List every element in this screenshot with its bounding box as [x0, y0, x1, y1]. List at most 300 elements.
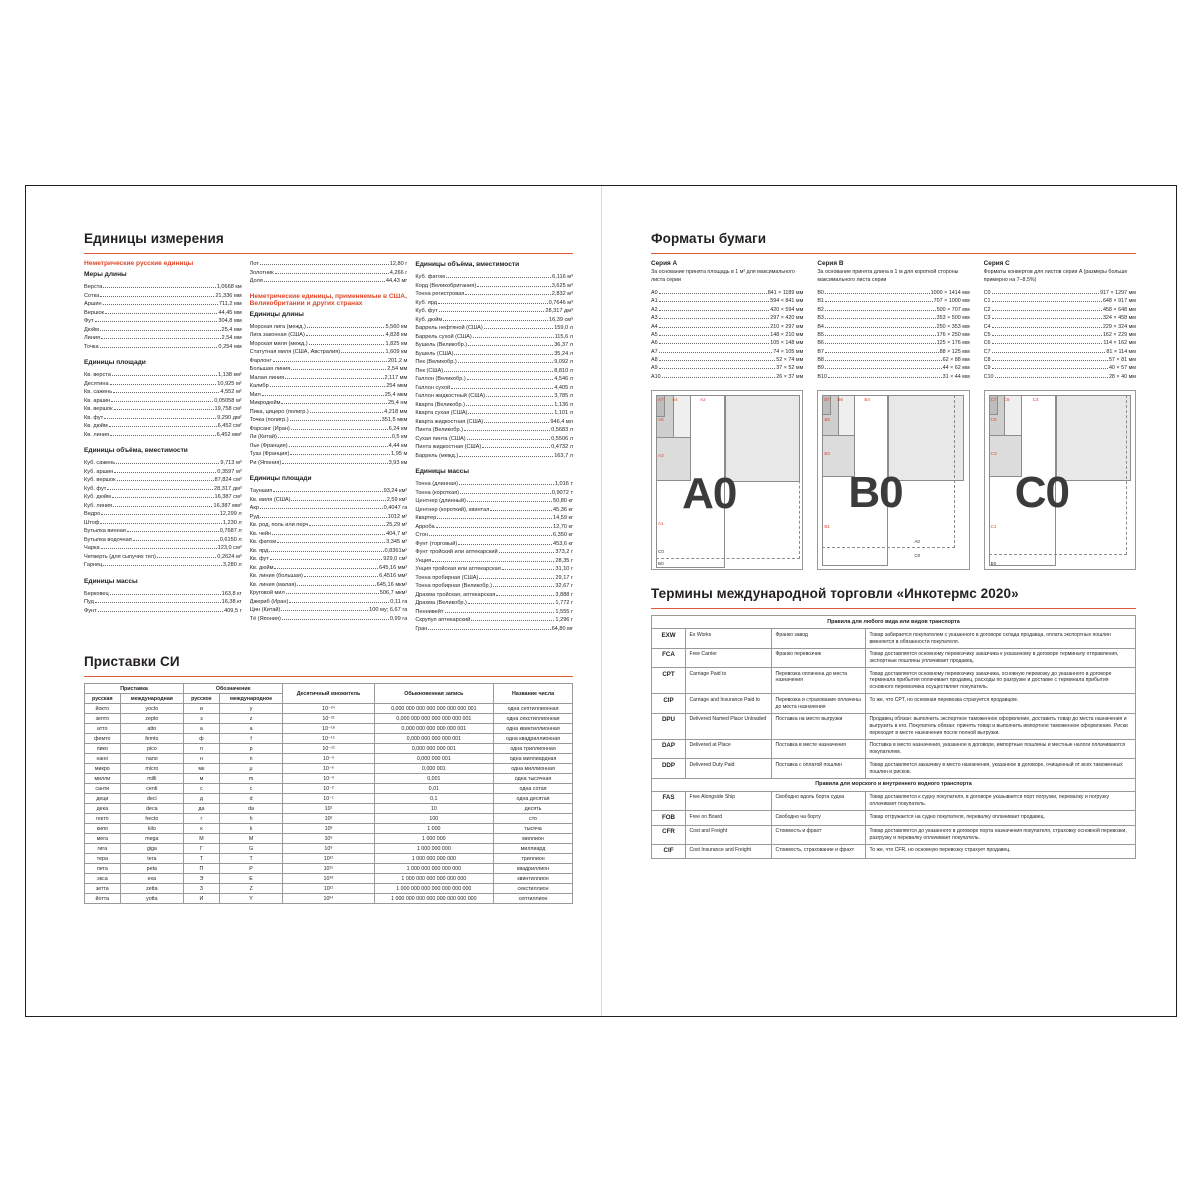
unit-row	[817, 356, 969, 364]
incoterm-row	[652, 759, 1136, 778]
unit-row	[250, 547, 408, 556]
leader-dots	[306, 335, 385, 336]
unit-value: 10,925 м²	[217, 380, 242, 387]
unit-value: 25,4 мкм	[384, 391, 408, 398]
unit-name: Унция тройская или аптекарская	[415, 566, 501, 573]
unit-value: 8,810 л	[554, 367, 574, 374]
leader-dots	[992, 335, 1102, 336]
leader-dots	[262, 395, 384, 396]
si-cell: д	[184, 794, 220, 804]
si-cell: мега	[85, 834, 121, 844]
si-cell: 0,000 000 001	[374, 754, 493, 764]
leader-dots	[659, 301, 770, 302]
unit-value: 88 × 125 мм	[939, 348, 970, 355]
unit-row	[415, 565, 573, 574]
leader-dots	[438, 303, 548, 304]
unit-name: Статутная миля (США, Австралия)	[249, 349, 341, 356]
incoterm-code: FOB	[652, 811, 686, 825]
unit-name: Дюйм	[84, 326, 99, 333]
leader-dots	[100, 347, 218, 348]
leader-dots	[428, 629, 550, 630]
si-cell: atto	[120, 724, 183, 734]
unit-row	[415, 616, 573, 625]
leader-dots	[436, 527, 552, 528]
leader-dots	[103, 287, 215, 288]
unit-name: C4	[983, 323, 991, 330]
unit-name: C5	[983, 331, 991, 338]
unit-name: B1	[817, 298, 824, 305]
unit-name: Пек (Великобр.)	[415, 359, 457, 366]
si-cell: 10¹⁸	[283, 874, 374, 884]
unit-value: 645,16 мкм²	[376, 581, 408, 588]
leader-dots	[445, 612, 555, 613]
incoterm-russian: Перевозка и страхование оплачены до места назначения	[772, 694, 866, 713]
leader-dots	[995, 377, 1108, 378]
si-cell: 1 000 000 000 000 000 000 000 000	[374, 894, 493, 904]
series-description: За основание принята длина в 1 м для короткой стороны максимального листа серии	[817, 269, 959, 283]
incoterm-english: Carriage Paid to	[686, 668, 772, 694]
unit-row	[415, 489, 573, 498]
leader-dots	[105, 313, 217, 314]
unit-value: 16,38 кг	[221, 599, 242, 606]
leader-dots	[467, 501, 552, 502]
unit-row	[415, 358, 573, 367]
si-cell: 10⁶	[283, 834, 374, 844]
unit-value: 2,54 мм	[387, 366, 408, 373]
book-spread	[25, 185, 1177, 1017]
leader-dots	[458, 362, 553, 363]
incoterm-russian: Франко завод	[772, 629, 866, 648]
incoterm-code: FCA	[652, 648, 686, 667]
unit-name: Гран	[415, 625, 428, 632]
unit-name: Джериб (Иран)	[249, 598, 289, 605]
units-list-1	[84, 270, 242, 622]
si-cell: 10¹²	[283, 854, 374, 864]
incoterm-code: DDP	[652, 759, 686, 778]
unit-row	[84, 371, 242, 380]
unit-row	[84, 343, 242, 352]
leader-dots	[468, 413, 553, 414]
si-cell: 0,000 000 000 000 000 000 000 001	[374, 704, 493, 714]
unit-value: 25,4 нм	[387, 400, 408, 407]
unit-row	[415, 506, 573, 515]
unit-value: 52 × 74 мм	[776, 357, 804, 364]
leader-dots	[260, 264, 389, 265]
table-row	[85, 874, 573, 884]
leader-dots	[291, 369, 386, 370]
unit-value: 31,10 г	[555, 566, 574, 573]
series-name: Серия C	[983, 260, 1010, 267]
unit-name: Гарнец	[84, 562, 103, 569]
unit-row	[250, 416, 408, 425]
unit-value: 1,296 г	[555, 617, 574, 624]
unit-value: 28,317 дм³	[214, 485, 242, 492]
si-cell: h	[219, 814, 283, 824]
leader-dots	[992, 293, 1099, 294]
leader-dots	[825, 327, 936, 328]
unit-name: Сухая пинта (США)	[415, 435, 466, 442]
unit-value: 6,4516 мм²	[379, 573, 408, 580]
series-size-list	[817, 289, 969, 381]
unit-row	[984, 331, 1136, 339]
unit-row	[84, 544, 242, 553]
unit-value: 0,8361м²	[384, 547, 408, 554]
si-cell: 10⁻¹⁵	[283, 734, 374, 744]
si-cell: дека	[85, 804, 121, 814]
unit-name: Кварта (Великобр.)	[415, 401, 466, 408]
si-cell: зетта	[85, 884, 121, 894]
incoterm-code: EXW	[652, 629, 686, 648]
leader-dots	[274, 568, 378, 569]
unit-name: Кв. сажень	[84, 389, 113, 396]
si-cell: Г	[184, 844, 220, 854]
table-row	[85, 794, 573, 804]
units-list-2-top	[250, 260, 408, 286]
incoterm-description: Продавец обязан: выполнить экспортное таможенное оформление, доставить товар до места назначения и выгрузить в его. Покупатель обязан: принять товар и выполнить импортное таможенное оформление. Риски переходят в месте назначения после полной выгрузки.	[866, 713, 1136, 739]
unit-value: 21,336 мм	[215, 292, 242, 299]
unit-row	[250, 555, 408, 564]
leader-dots	[157, 557, 216, 558]
unit-row	[415, 497, 573, 506]
unit-row	[84, 388, 242, 397]
si-cell: d	[219, 794, 283, 804]
page-title-paper: Форматы бумаги	[651, 231, 767, 246]
si-cell: г	[184, 814, 220, 824]
unit-value: 0,7646 м³	[548, 299, 574, 306]
si-cell: и	[184, 704, 220, 714]
leader-dots	[992, 343, 1103, 344]
unit-value: 254 мкм	[386, 383, 408, 390]
unit-name: Пек (США)	[415, 367, 444, 374]
unit-value: 409,5 г	[224, 607, 242, 614]
leader-dots	[95, 321, 218, 322]
leader-dots	[460, 493, 551, 494]
unit-name: Кварта жидкостная (США)	[415, 418, 484, 425]
si-cell: y	[219, 704, 283, 714]
unit-name: Пика, цицеро (полигр.)	[249, 408, 309, 415]
unit-value: 3,93 км	[388, 459, 408, 466]
incoterms-band-sea	[652, 778, 1136, 791]
unit-value: 250 × 353 мм	[936, 323, 970, 330]
unit-value: 44 × 62 мм	[942, 365, 970, 372]
unit-name: Кв. фут	[249, 556, 269, 563]
divider	[84, 253, 573, 254]
unit-name: C3	[983, 315, 991, 322]
leader-dots	[825, 352, 939, 353]
unit-name: Центнер (длинный)	[415, 498, 466, 505]
unit-value: 0,5506 л	[551, 435, 574, 442]
si-cell: G	[219, 844, 283, 854]
leader-dots	[101, 548, 217, 549]
leader-dots	[484, 328, 553, 329]
unit-value: 114 × 162 мм	[1103, 340, 1136, 347]
unit-value: 0,7687 л	[219, 528, 242, 535]
diagram-series-a: A0 A7 A4 A2 A5 A3 A1 C0 B0	[651, 390, 803, 570]
unit-name: Морская миля (межд.)	[249, 340, 308, 347]
incoterm-code: DAP	[652, 739, 686, 758]
si-cell: йотта	[85, 894, 121, 904]
unit-row	[250, 487, 408, 496]
unit-value: 50,80 кг	[552, 498, 574, 505]
unit-row	[250, 399, 408, 408]
unit-row	[84, 405, 242, 414]
si-cell: тысяча	[494, 824, 573, 834]
si-cell: квадриллион	[494, 864, 573, 874]
unit-name: Баррель нефтяной (США)	[415, 325, 483, 332]
si-cell: deci	[120, 794, 183, 804]
divider	[651, 253, 1136, 254]
unit-value: 1000 × 1414 мм	[930, 290, 970, 297]
leader-dots	[304, 576, 378, 577]
incoterm-description: Товар забирается покупателем с указанного в договоре склада продавца, оплата экспортных пошлин вменяется в обязанности покупателя.	[866, 629, 1136, 648]
table-row	[85, 744, 573, 754]
leader-dots	[269, 551, 383, 552]
unit-value: 229 × 324 мм	[1102, 323, 1136, 330]
unit-name: Кв. чейн	[249, 530, 272, 537]
unit-value: 4,266 г	[389, 269, 408, 276]
si-cell: 10⁻²⁴	[283, 704, 374, 714]
table-row	[85, 864, 573, 874]
incoterm-row	[652, 694, 1136, 713]
si-cell: hecto	[120, 814, 183, 824]
incoterm-code: CFR	[652, 825, 686, 844]
leader-dots	[458, 544, 552, 545]
unit-value: 16,387 см³	[214, 494, 242, 501]
unit-value: 87,824 см³	[214, 477, 242, 484]
unit-value: 3,280 л	[222, 562, 242, 569]
unit-value: 500 × 707 мм	[936, 306, 970, 313]
leader-dots	[101, 514, 219, 515]
unit-row	[415, 367, 573, 376]
unit-value: 1,555 г	[555, 608, 574, 615]
divider	[651, 608, 1136, 609]
leader-dots	[289, 602, 389, 603]
unit-name: Большая линия	[249, 366, 291, 373]
si-cell: одна тысячная	[494, 774, 573, 784]
leader-dots	[133, 540, 219, 541]
unit-value: 0,5683 л	[551, 427, 574, 434]
unit-row	[250, 606, 408, 615]
si-cell: 10²	[283, 814, 374, 824]
incoterm-russian: Стоимость, страхование и фрахт	[772, 844, 866, 858]
si-cell: милли	[85, 774, 121, 784]
unit-row	[415, 540, 573, 549]
unit-row	[651, 364, 803, 372]
unit-name: C2	[983, 306, 991, 313]
unit-value: 1,101 л	[554, 410, 574, 417]
unit-name: Морская лига (межд.)	[249, 323, 306, 330]
unit-value: 31 × 44 мм	[942, 373, 970, 380]
si-cell: 0,1	[374, 794, 493, 804]
incoterm-description: То же, что CPT, но основная перевозка страхуется продавцом.	[866, 694, 1136, 713]
unit-value: 1012 м²	[387, 513, 408, 520]
incoterm-description: Товар доставляется основному перевозчику заказчика к указанному в договоре терминалу отправления, экспортные пошлины уплачивает продавец.	[866, 648, 1136, 667]
si-cell: з	[184, 714, 220, 724]
si-cell: экса	[85, 874, 121, 884]
leader-dots	[454, 354, 553, 355]
leader-dots	[260, 517, 386, 518]
unit-name: Тонна (короткая)	[415, 489, 459, 496]
unit-name: Баррель (межд.)	[415, 452, 459, 459]
unit-name: Кв. вершок	[84, 406, 113, 413]
unit-name: Куб. дюйм	[84, 494, 111, 501]
leader-dots	[825, 360, 942, 361]
unit-value: 0,11 га	[390, 598, 408, 605]
unit-value: 12,70 кг	[552, 523, 574, 530]
unit-row	[84, 527, 242, 536]
unit-value: 1,772 г	[555, 600, 574, 607]
unit-name: Точка (полигр.)	[249, 417, 289, 424]
unit-name: A8	[651, 357, 658, 364]
unit-name: Лига законная (США)	[249, 332, 305, 339]
unit-name: Ли (Китай)	[249, 434, 277, 441]
unit-row	[415, 531, 573, 540]
unit-name: Тонна пробирная (Великобр.)	[415, 583, 493, 590]
leader-dots	[662, 377, 776, 378]
leader-dots	[260, 508, 383, 509]
leader-dots	[992, 301, 1102, 302]
unit-value: 4,44 км	[388, 442, 408, 449]
unit-value: 44,43 мг	[385, 278, 408, 284]
si-cell: деци	[85, 794, 121, 804]
units-list-3	[415, 260, 573, 640]
si-cell: f	[219, 734, 283, 744]
si-cell: 1 000 000 000 000 000	[374, 864, 493, 874]
unit-row	[84, 468, 242, 477]
unit-name: C0	[983, 290, 991, 297]
si-cell: гига	[85, 844, 121, 854]
group-heading: Единицы длины	[249, 310, 304, 318]
unit-name: A9	[651, 365, 658, 372]
si-cell: 10⁻⁶	[283, 764, 374, 774]
unit-value: 4,218 мм	[384, 408, 408, 415]
unit-row	[651, 356, 803, 364]
unit-row	[415, 435, 573, 444]
si-cell: 10⁹	[283, 844, 374, 854]
unit-row	[817, 323, 969, 331]
unit-name: Бушель (США)	[415, 350, 454, 357]
unit-name: Мил	[249, 391, 261, 398]
unit-row	[415, 591, 573, 600]
leader-dots	[477, 286, 551, 287]
si-cell: 10⁻³	[283, 774, 374, 784]
incoterm-row	[652, 739, 1136, 758]
unit-name: C9	[983, 365, 991, 372]
paper-diagrams	[651, 390, 1136, 570]
si-cell: yocto	[120, 704, 183, 714]
unit-value: 163,8 кг	[221, 590, 242, 597]
unit-name: Лот	[249, 261, 259, 267]
unit-name: Точка	[84, 343, 99, 350]
si-cell: 10⁻⁹	[283, 754, 374, 764]
leader-dots	[484, 422, 549, 423]
si-cell: кило	[85, 824, 121, 834]
leader-dots	[482, 447, 550, 448]
unit-value: 201,2 м	[387, 357, 408, 364]
si-cell: 100	[374, 814, 493, 824]
unit-name: Бушель (Великобр.)	[415, 342, 468, 349]
unit-value: 6,116 м³	[552, 274, 574, 281]
unit-name: Куб. сажень	[84, 460, 116, 467]
unit-row	[817, 297, 969, 305]
band-label: Правила для морского и внутреннего водного транспорта	[652, 778, 1136, 791]
unit-name: Кв. фатом	[249, 539, 277, 546]
unit-name: Куб. фатом	[415, 274, 445, 281]
leader-dots	[659, 343, 770, 344]
unit-row	[250, 450, 408, 459]
unit-value: 917 × 1297 мм	[1099, 290, 1136, 297]
unit-name: A4	[651, 323, 658, 330]
si-cell: Э	[184, 874, 220, 884]
unit-name: Драхма (Великобр.)	[415, 600, 467, 607]
unit-name: Линия	[84, 335, 101, 342]
unit-name: Чарка	[84, 545, 100, 552]
leader-dots	[659, 327, 770, 328]
si-cell: 0,001	[374, 774, 493, 784]
si-cell: 10⁻²¹	[283, 714, 374, 724]
unit-value: 1,825 км	[385, 340, 408, 347]
group-heading: Меры длины	[84, 271, 127, 278]
leader-dots	[471, 620, 554, 621]
leader-dots	[825, 343, 936, 344]
unit-value: 1,138 км²	[217, 372, 242, 379]
series-name: Серия B	[817, 260, 844, 267]
unit-value: 25,29 м²	[386, 522, 408, 529]
leader-dots	[107, 489, 213, 490]
unit-value: 351,5 мкм	[381, 417, 408, 424]
si-cell: одна секстиллионная	[494, 714, 573, 724]
units-column-3	[415, 260, 573, 640]
unit-value: 32,67 г	[555, 583, 574, 590]
unit-row	[84, 300, 242, 309]
leader-dots	[828, 377, 942, 378]
unit-name: Ведро	[84, 511, 101, 518]
si-cell: ф	[184, 734, 220, 744]
unit-row	[415, 426, 573, 435]
table-row	[85, 784, 573, 794]
unit-value: 6,350 кг	[552, 532, 574, 539]
group-heading: Единицы объёма, вместимости	[84, 447, 188, 455]
si-cell: 1 000 000 000 000 000 000 000	[374, 884, 493, 894]
leader-dots	[289, 446, 388, 447]
incoterms-body	[652, 616, 1136, 859]
unit-row	[415, 307, 573, 316]
unit-value: 404,7 м²	[386, 530, 408, 537]
incoterm-row	[652, 811, 1136, 825]
table-row	[85, 854, 573, 864]
si-cell: септиллион	[494, 894, 573, 904]
paper-series-3	[984, 260, 1136, 381]
unit-value: 16,387 мм³	[213, 502, 242, 509]
leader-dots	[992, 318, 1102, 319]
si-header-plain: Обыкновенная запись	[374, 684, 493, 704]
unit-row	[250, 323, 408, 332]
table-row	[85, 824, 573, 834]
unit-row	[250, 331, 408, 340]
unit-row	[250, 504, 408, 513]
unit-row	[984, 297, 1136, 305]
unit-name: B7	[817, 348, 824, 355]
table-row	[85, 704, 573, 714]
unit-value: 420 × 594 мм	[770, 306, 804, 313]
si-cell: z	[219, 714, 283, 724]
si-cell: гекто	[85, 814, 121, 824]
unit-value: 93,24 км²	[383, 488, 408, 495]
leader-dots	[464, 430, 550, 431]
unit-value: 29,17 г	[555, 574, 574, 581]
incoterm-description: Поставка в место назначения, указанное в договоре, импортные пошлины и местные налоги оплачиваются покупателем.	[866, 739, 1136, 758]
unit-value: 648 × 917 мм	[1102, 298, 1136, 305]
